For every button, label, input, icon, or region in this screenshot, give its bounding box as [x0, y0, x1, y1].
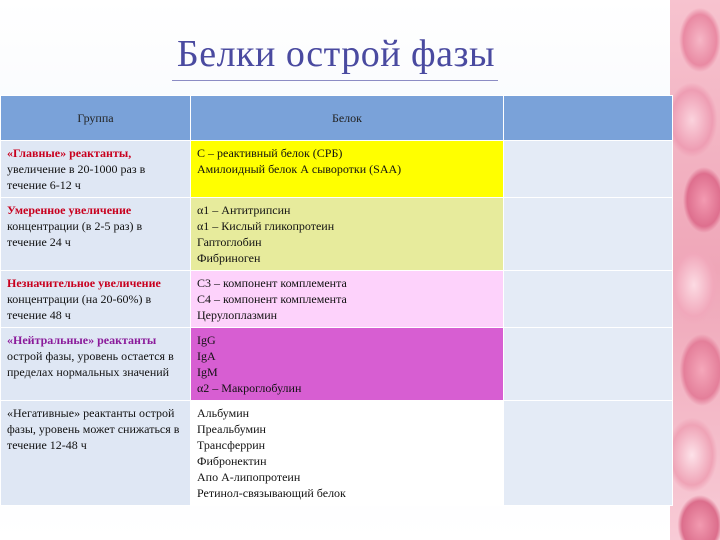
- table-row: [1, 271, 673, 328]
- flower-decoration-image: [670, 0, 720, 540]
- table-header-row: [1, 96, 673, 141]
- protein-item: α2 – Макроглобулин: [197, 381, 302, 395]
- title-underline: [172, 80, 498, 81]
- empty-cell: [504, 198, 673, 271]
- group-title: «Главные» реактанты,: [7, 146, 132, 160]
- empty-cell: [504, 271, 673, 328]
- protein-item: Амилоидный белок А сыворотки (SAA): [197, 162, 402, 176]
- group-title: «Нейтральные» реактанты: [7, 333, 157, 347]
- protein-item: Трансферрин: [197, 438, 266, 452]
- empty-cell: [504, 328, 673, 401]
- protein-item: Гаптоглобин: [197, 235, 262, 249]
- group-title: Незначительное увеличение: [7, 276, 161, 290]
- protein-item: IgM: [197, 365, 218, 379]
- group-description: острой фазы, уровень остается в пределах нормальных значений: [7, 349, 174, 379]
- protein-cell: [191, 328, 504, 401]
- table-row: [1, 401, 673, 506]
- table-row: [1, 141, 673, 198]
- group-cell: [1, 328, 191, 401]
- protein-item: α1 – Антитрипсин: [197, 203, 291, 217]
- protein-item: Альбумин: [197, 406, 250, 420]
- protein-item: IgG: [197, 333, 216, 347]
- protein-item: Фибриноген: [197, 251, 261, 265]
- group-description: концентрации (на 20-60%) в течение 48 ч: [7, 292, 152, 322]
- group-cell: [1, 401, 191, 506]
- table-row: [1, 198, 673, 271]
- group-cell: [1, 198, 191, 271]
- group-cell: [1, 141, 191, 198]
- protein-item: Ретинол-связывающий белок: [197, 486, 346, 500]
- acute-phase-proteins-table: [0, 95, 673, 506]
- protein-cell: [191, 271, 504, 328]
- protein-item: IgA: [197, 349, 216, 363]
- header-group: Группа: [1, 96, 191, 141]
- table-row: [1, 328, 673, 401]
- group-description: концентрации (в 2-5 раз) в течение 24 ч: [7, 219, 143, 249]
- group-description: увеличение в 20-1000 раз в течение 6-12 ч: [7, 162, 146, 192]
- group-description: острой фазы, уровень может снижаться в течение 12-48 ч: [7, 406, 180, 452]
- protein-cell: [191, 141, 504, 198]
- empty-cell: [504, 401, 673, 506]
- empty-cell: [504, 141, 673, 198]
- slide-title: Белки острой фазы: [176, 33, 496, 75]
- protein-item: С3 – компонент комплемента: [197, 276, 347, 290]
- header-protein: Белок: [191, 96, 504, 141]
- protein-item: С4 – компонент комплемента: [197, 292, 347, 306]
- protein-cell: [191, 401, 504, 506]
- protein-cell: [191, 198, 504, 271]
- protein-item: α1 – Кислый гликопротеин: [197, 219, 335, 233]
- group-title: «Негативные» реактанты: [7, 406, 136, 420]
- protein-item: С – реактивный белок (СРБ): [197, 146, 343, 160]
- header-extra: [504, 96, 673, 141]
- protein-item: Фибронектин: [197, 454, 267, 468]
- protein-item: Церулоплазмин: [197, 308, 278, 322]
- group-title: Умеренное увеличение: [7, 203, 132, 217]
- protein-item: Преальбумин: [197, 422, 266, 436]
- group-cell: [1, 271, 191, 328]
- protein-item: Апо А-липопротеин: [197, 470, 301, 484]
